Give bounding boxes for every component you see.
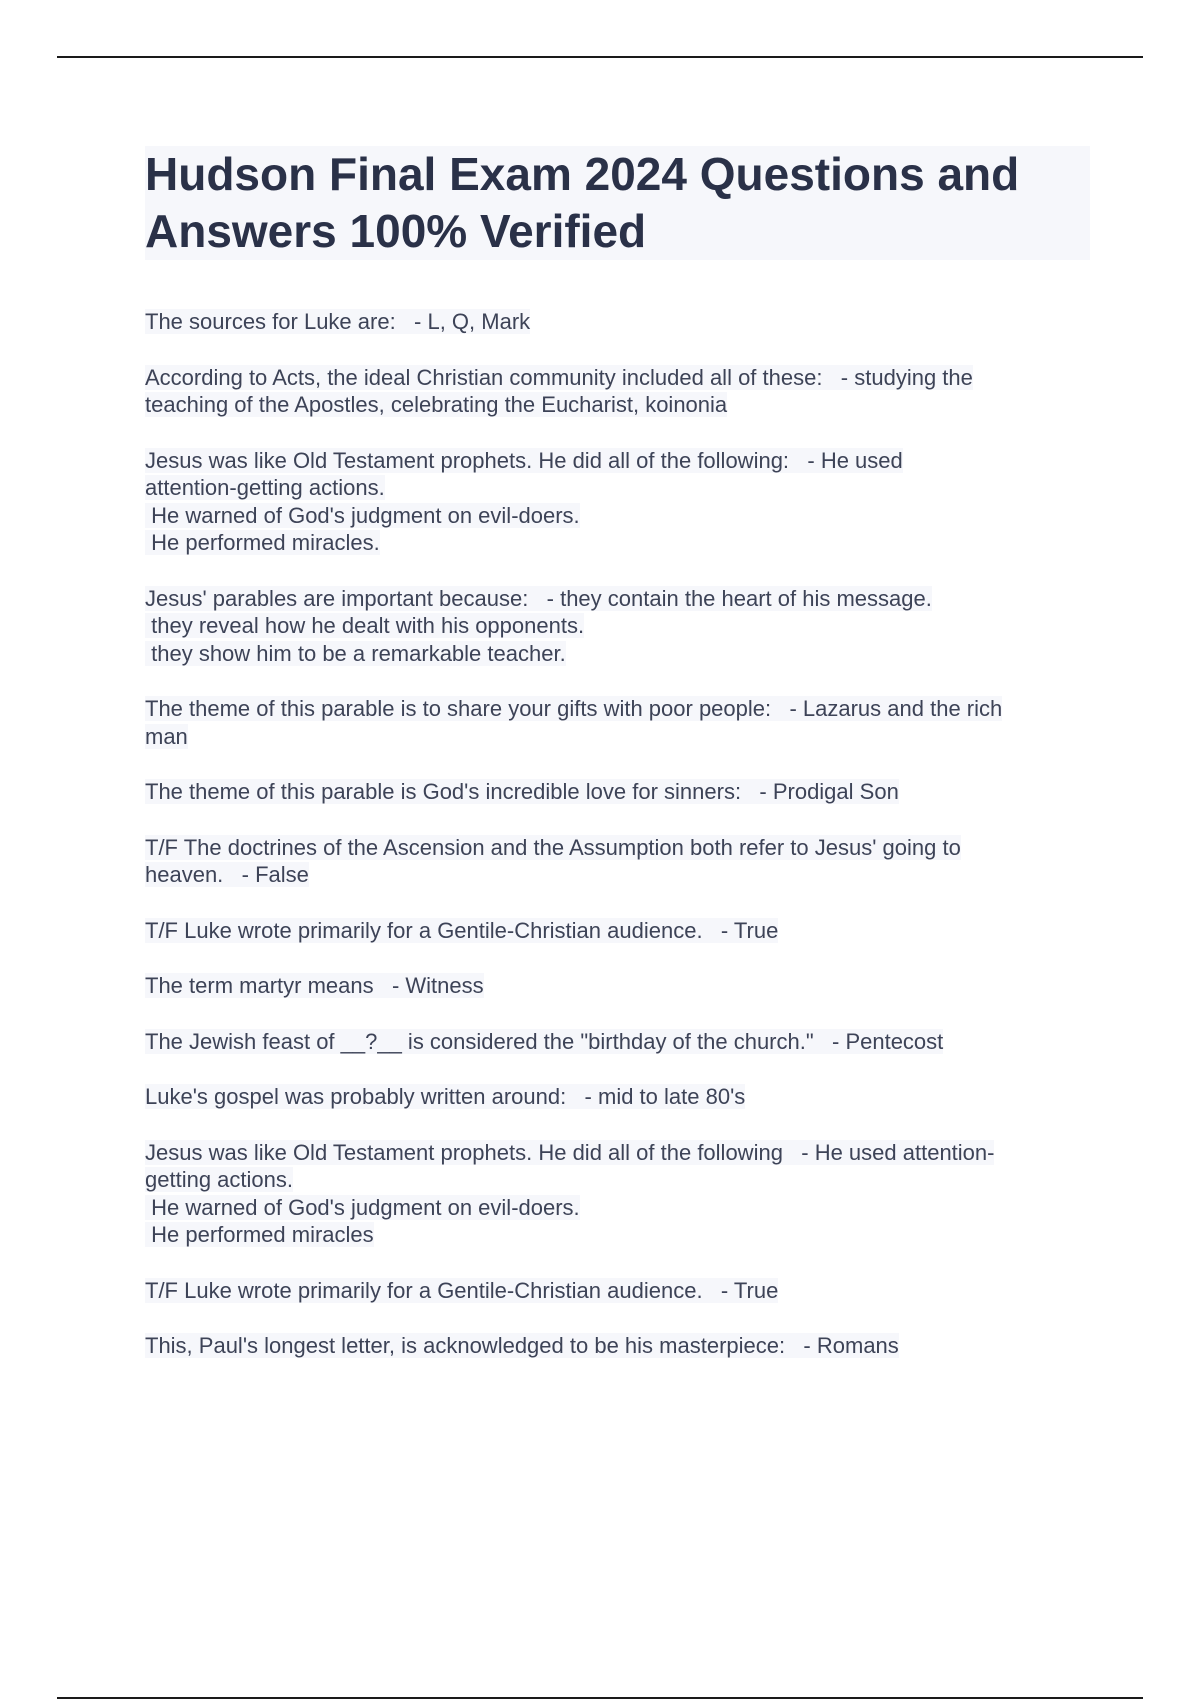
- qa-line: [145, 1139, 1090, 1167]
- bottom-rule: [57, 1697, 1143, 1699]
- qa-line: [145, 1028, 1090, 1056]
- qa-line: [145, 1166, 1090, 1194]
- qa-line-text: He warned of God's judgment on evil-doers.: [145, 502, 580, 528]
- qa-line: [145, 502, 1090, 530]
- qa-item: [145, 917, 1090, 945]
- qa-line: [145, 612, 1090, 640]
- qa-line: [145, 972, 1090, 1000]
- qa-item: [145, 972, 1090, 1000]
- qa-line-text: Jesus was like Old Testament prophets. He did all of the following: - He used: [145, 447, 903, 473]
- title-box: [145, 146, 1090, 260]
- qa-line-text: According to Acts, the ideal Christian community included all of these: - studying the: [145, 364, 973, 390]
- qa-line: [145, 474, 1090, 502]
- qa-line: [145, 447, 1090, 475]
- qa-line-text: The theme of this parable is God's incredible love for sinners: - Prodigal Son: [145, 779, 899, 804]
- qa-line-text: T/F Luke wrote primarily for a Gentile-Christian audience. - True: [145, 1277, 779, 1303]
- qa-line-text: T/F The doctrines of the Ascension and the Assumption both refer to Jesus' going to: [145, 834, 961, 860]
- qa-line-text: He warned of God's judgment on evil-doers.: [145, 1194, 580, 1220]
- qa-line-text: they show him to be a remarkable teacher.: [145, 640, 566, 666]
- qa-line-text: The term martyr means - Witness: [145, 973, 484, 998]
- qa-line: [145, 640, 1090, 668]
- qa-line: [145, 529, 1090, 557]
- top-rule: [57, 56, 1143, 58]
- qa-line: [145, 391, 1090, 419]
- qa-item: [145, 695, 1090, 750]
- qa-line: [145, 723, 1090, 751]
- qa-item: [145, 585, 1090, 668]
- qa-line-text: The sources for Luke are: - L, Q, Mark: [145, 309, 531, 334]
- qa-item: [145, 1139, 1090, 1249]
- qa-line: [145, 364, 1090, 392]
- qa-line-text: heaven. - False: [145, 862, 309, 887]
- qa-line-text: The Jewish feast of __?__ is considered the "birthday of the church." - Pentecost: [145, 1028, 944, 1054]
- qa-line-text: attention-getting actions.: [145, 475, 385, 500]
- document-body: [145, 146, 1090, 1388]
- document-title: Hudson Final Exam 2024 Questions and Answers 100% Verified: [145, 148, 1020, 257]
- qa-line-text: Jesus was like Old Testament prophets. He did all of the following - He used attention-: [145, 1139, 995, 1165]
- qa-line-text: The theme of this parable is to share your gifts with poor people: - Lazarus and the rich: [145, 696, 1003, 721]
- qa-line-text: Jesus' parables are important because: - they contain the heart of his message.: [145, 585, 932, 611]
- qa-line-text: He performed miracles.: [145, 530, 380, 555]
- qa-line: [145, 1083, 1090, 1111]
- qa-line: [145, 834, 1090, 862]
- qa-list: [145, 308, 1090, 1360]
- qa-item: [145, 447, 1090, 557]
- qa-line: [145, 1277, 1090, 1305]
- qa-line: [145, 917, 1090, 945]
- qa-line-text: Luke's gospel was probably written around: - mid to late 80's: [145, 1084, 746, 1109]
- qa-line: [145, 585, 1090, 613]
- qa-line-text: man: [145, 723, 188, 749]
- qa-line: [145, 778, 1090, 806]
- qa-line-text: teaching of the Apostles, celebrating the Eucharist, koinonia: [145, 392, 728, 417]
- qa-line-text: T/F Luke wrote primarily for a Gentile-Christian audience. - True: [145, 917, 779, 943]
- qa-item: [145, 1277, 1090, 1305]
- qa-line: [145, 695, 1090, 723]
- qa-line: [145, 308, 1090, 336]
- qa-item: [145, 1083, 1090, 1111]
- qa-item: [145, 364, 1090, 419]
- qa-line: [145, 1194, 1090, 1222]
- qa-line-text: getting actions.: [145, 1167, 293, 1192]
- qa-item: [145, 308, 1090, 336]
- qa-item: [145, 834, 1090, 889]
- qa-line-text: they reveal how he dealt with his opponents.: [145, 613, 585, 638]
- qa-line: [145, 861, 1090, 889]
- qa-line: [145, 1332, 1090, 1360]
- qa-line-text: This, Paul's longest letter, is acknowledged to be his masterpiece: - Romans: [145, 1333, 899, 1358]
- qa-line-text: He performed miracles: [145, 1222, 374, 1247]
- qa-item: [145, 778, 1090, 806]
- qa-item: [145, 1028, 1090, 1056]
- qa-item: [145, 1332, 1090, 1360]
- qa-line: [145, 1221, 1090, 1249]
